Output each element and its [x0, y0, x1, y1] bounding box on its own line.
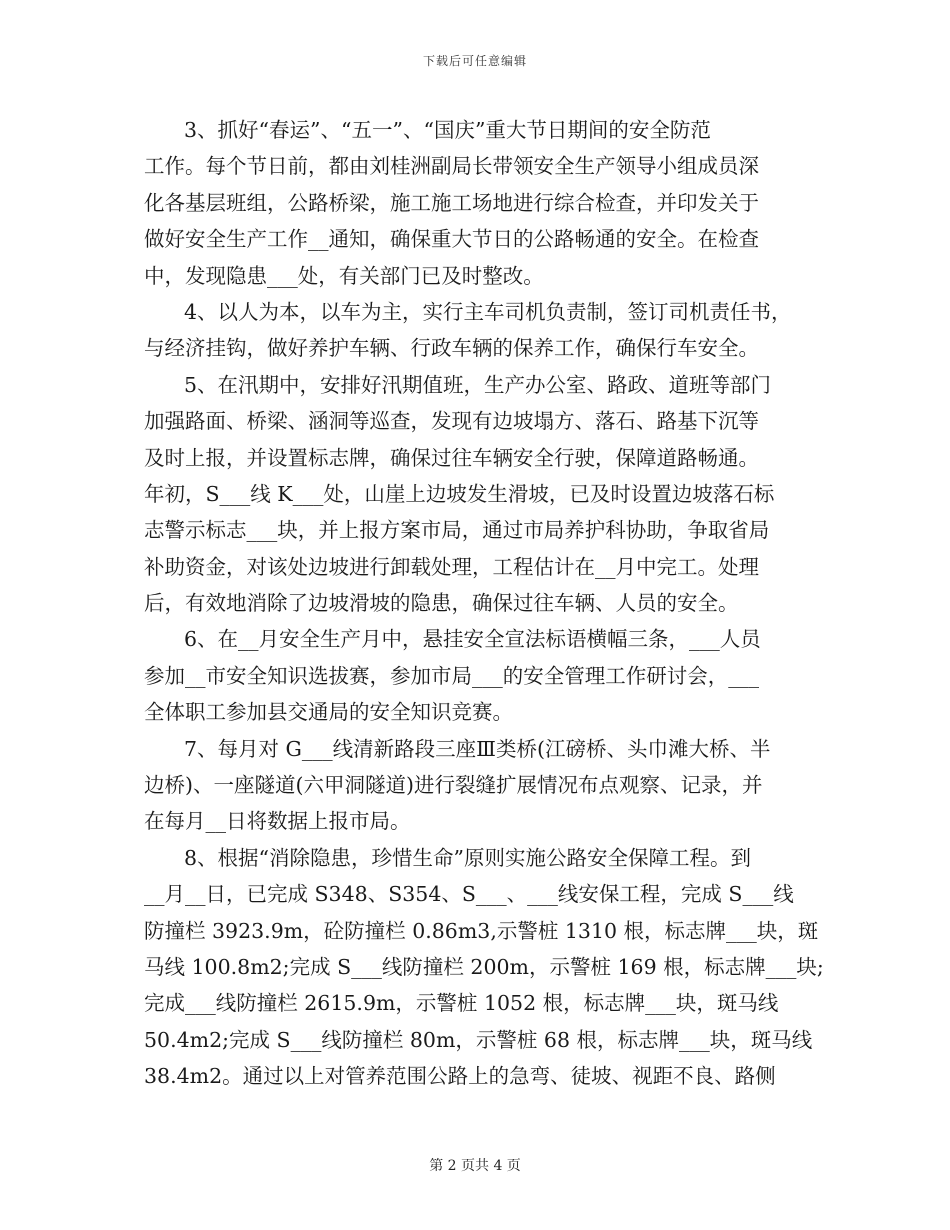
text-line: 3、抓好“春运”、“五一”、“国庆”重大节日期间的安全防范: [184, 118, 711, 142]
text-line: __月__日，已完成 S348、S354、S___、___线安保工程，完成 S___线: [144, 882, 794, 907]
text-line: 工作。每个节日前，都由刘桂洲副局长带领安全生产领导小组成员深: [144, 154, 759, 179]
text-line: 边桥)、一座隧道(六甲洞隧道)进行裂缝扩展情况布点观察、记录，并: [144, 773, 763, 798]
text-line: 补助资金，对该处边坡进行卸载处理，工程估计在__月中完工。处理: [144, 554, 759, 579]
text-line: 防撞栏 3923.9m，砼防撞栏 0.86m3,示警桩 1310 根，标志牌___块，斑: [144, 918, 819, 943]
text-line: 全体职工参加县交通局的安全知识竞赛。: [144, 700, 513, 725]
text-line: 参加__市安全知识选拔赛，参加市局___的安全管理工作研讨会，___: [144, 663, 759, 688]
text-line: 化各基层班组，公路桥梁，施工施工场地进行综合检查，并印发关于: [144, 190, 759, 215]
page-header: 下载后可任意编辑: [422, 54, 527, 68]
text-line: 7、每月对 G___线清新路段三座Ⅲ类桥(江磅桥、头巾滩大桥、半: [184, 736, 771, 761]
text-line: 后，有效地消除了边坡滑坡的隐患，确保过往车辆、人员的安全。: [144, 591, 739, 616]
page-footer: 第 2 页共 4 页: [429, 1158, 521, 1174]
text-line: 加强路面、桥梁、涵洞等巡查，发现有边坡塌方、落石、路基下沉等: [144, 409, 759, 434]
text-line: 与经济挂钩，做好养护车辆、行政车辆的保养工作，确保行车安全。: [144, 336, 759, 361]
text-line: 5、在汛期中，安排好汛期值班，生产办公室、路政、道班等部门: [184, 372, 772, 397]
text-line: 中，发现隐患___处，有关部门已及时整改。: [144, 263, 544, 288]
text-line: 4、以人为本，以车为主，实行主车司机负责制，签订司机责任书，: [184, 299, 792, 324]
text-line: 年初，S___线 K___处，山崖上边坡发生滑坡，已及时设置边坡落石标: [144, 481, 775, 506]
text-line: 50.4m2;完成 S___线防撞栏 80m，示警桩 68 根，标志牌___块，斑马线: [144, 1027, 813, 1052]
text-line: 做好安全生产工作__通知，确保重大节日的公路畅通的安全。在检查: [144, 227, 759, 252]
text-line: 6、在__月安全生产月中，悬挂安全宣法标语横幅三条，___人员: [184, 627, 761, 652]
text-line: 及时上报，并设置标志牌，确保过往车辆安全行驶，保障道路畅通。: [144, 445, 759, 470]
text-line: 38.4m2。通过以上对管养范围公路上的急弯、徒坡、视距不良、路侧: [144, 1064, 776, 1089]
text-line: 马线 100.8m2;完成 S___线防撞栏 200m，示警桩 169 根，标志牌___块;: [144, 954, 824, 979]
text-line: 8、根据“消除隐患，珍惜生命”原则实施公路安全保障工程。到: [184, 845, 752, 870]
text-line: 完成___线防撞栏 2615.9m，示警桩 1052 根，标志牌___块，斑马线: [144, 991, 779, 1016]
document-body: [144, 112, 824, 1095]
text-line: 在每月__日将数据上报市局。: [144, 809, 411, 834]
text-line: 志警示标志___块，并上报方案市局，通过市局养护科协助，争取省局: [144, 518, 770, 543]
